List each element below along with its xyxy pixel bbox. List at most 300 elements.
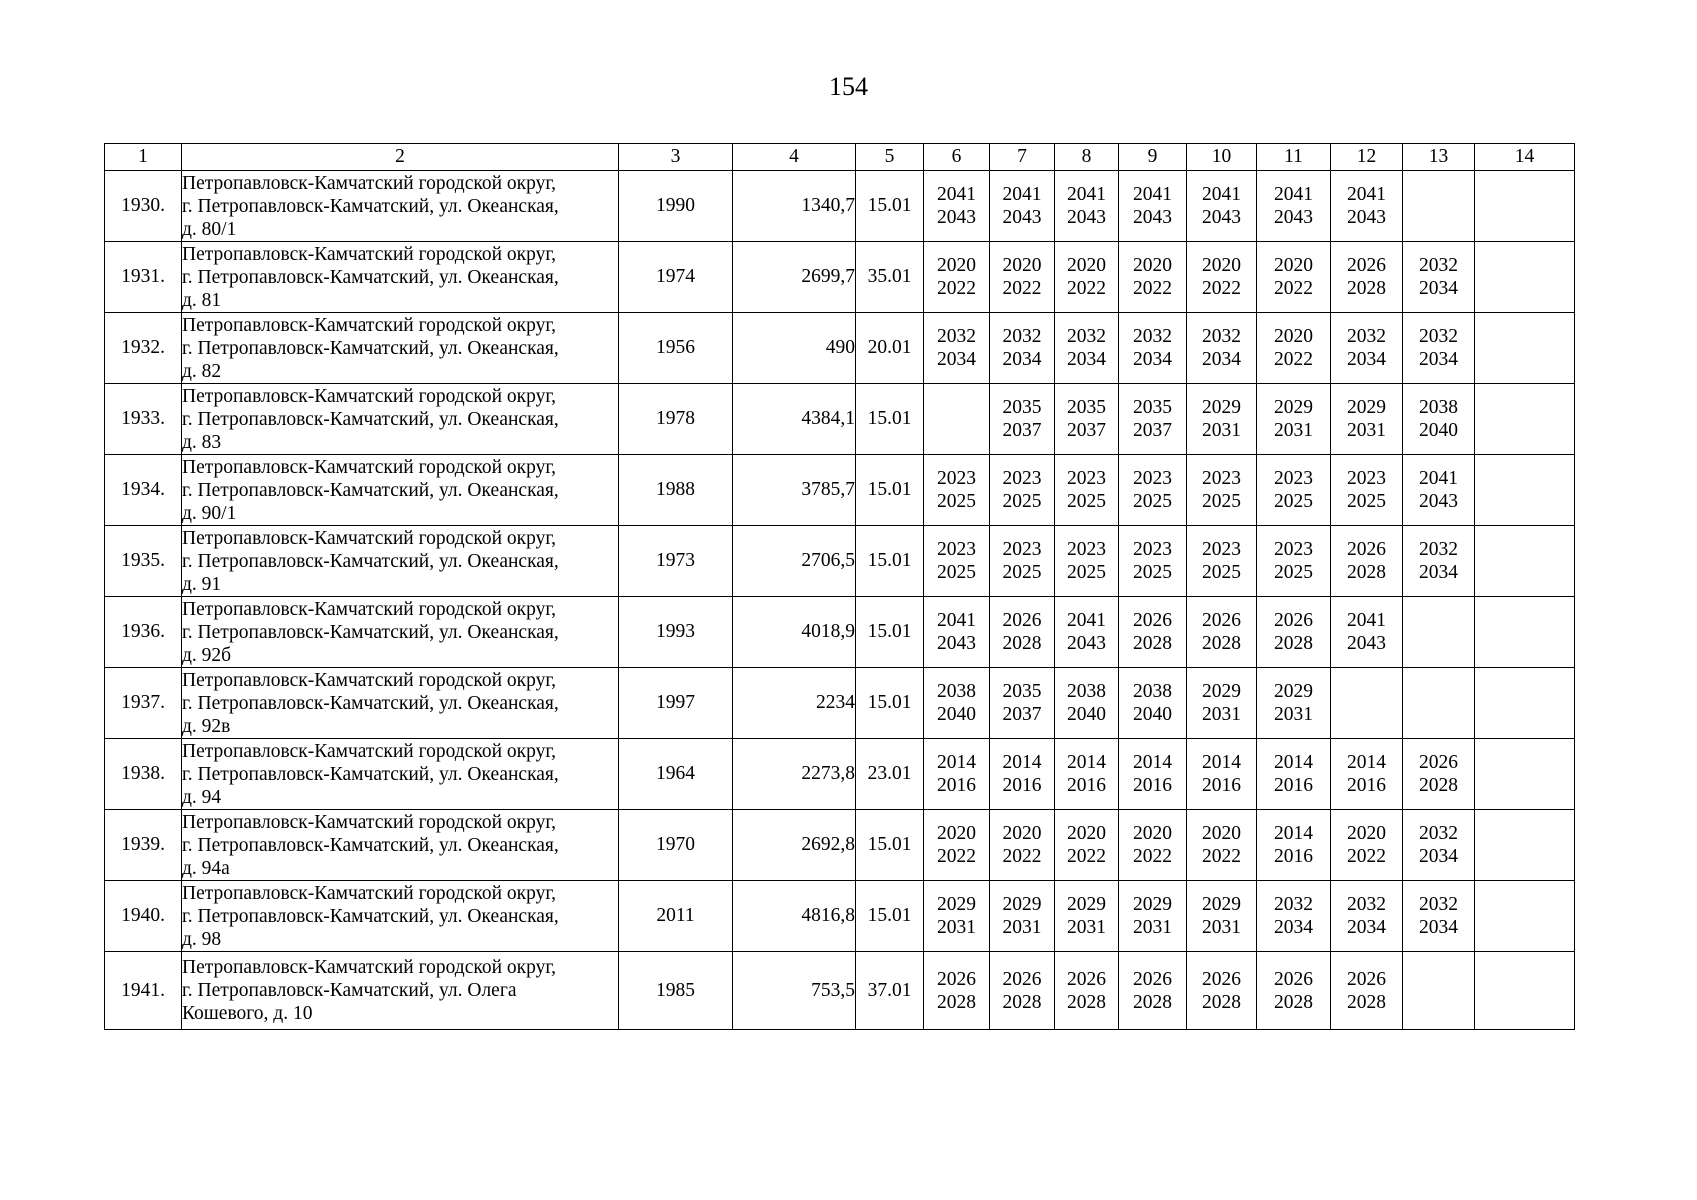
period-end: 2031 <box>1002 917 1042 938</box>
period-end: 2022 <box>1067 278 1106 299</box>
code-cell: 15.01 <box>856 455 924 526</box>
period-cell <box>1331 668 1403 739</box>
period-start: 2023 <box>937 468 976 489</box>
period-end: 2028 <box>1347 991 1386 1013</box>
period-cell <box>1187 242 1257 313</box>
period-cell <box>1119 810 1187 881</box>
period-end: 2034 <box>1419 278 1458 299</box>
column-header-9: 9 <box>1119 144 1187 171</box>
address-line: Петропавловск-Камчатский городской округ, <box>182 669 557 691</box>
period-start: 2020 <box>1274 326 1313 347</box>
period-start: 2041 <box>1067 184 1106 205</box>
period-cell <box>1055 668 1119 739</box>
row-number-cell: 1932. <box>105 313 182 384</box>
year-cell: 2011 <box>619 881 733 952</box>
period-cell <box>1475 171 1575 242</box>
area-cell: 3785,7 <box>733 455 856 526</box>
period-end: 2016 <box>1347 775 1386 796</box>
period-start: 2020 <box>1202 255 1241 276</box>
address-line: Петропавловск-Камчатский городской округ, <box>182 527 557 549</box>
period-cell <box>924 384 990 455</box>
period-cell <box>1257 455 1331 526</box>
period-end: 2022 <box>1347 846 1386 867</box>
period-end: 2034 <box>1002 349 1042 370</box>
address-line: Петропавловск-Камчатский городской округ, <box>182 957 557 978</box>
period-start: 2029 <box>1067 894 1106 915</box>
period-start: 2026 <box>1133 968 1172 990</box>
column-header-14: 14 <box>1475 144 1575 171</box>
period-end: 2043 <box>937 633 976 654</box>
period-start: 2032 <box>1347 894 1386 915</box>
period-cell <box>1331 313 1403 384</box>
table-row <box>105 668 1575 739</box>
address-line: д. 92в <box>182 715 231 737</box>
period-start: 2032 <box>1419 823 1458 844</box>
page-number: 154 <box>829 72 868 101</box>
period-end: 2040 <box>1419 420 1458 441</box>
period-end: 2016 <box>1274 775 1313 796</box>
period-end: 2031 <box>1347 420 1386 441</box>
period-end: 2028 <box>1067 991 1106 1013</box>
period-cell <box>1187 810 1257 881</box>
period-end: 2025 <box>1274 491 1313 512</box>
period-start: 2020 <box>1067 255 1106 276</box>
period-end: 2022 <box>1202 846 1241 867</box>
period-start: 2032 <box>1067 326 1106 347</box>
period-end: 2016 <box>1067 775 1106 796</box>
period-cell <box>990 526 1055 597</box>
period-cell <box>1055 739 1119 810</box>
period-end: 2043 <box>937 207 976 228</box>
period-end: 2043 <box>1419 491 1458 512</box>
period-cell <box>990 739 1055 810</box>
address-cell <box>182 597 619 668</box>
period-start: 2023 <box>1274 468 1313 489</box>
period-cell <box>1119 313 1187 384</box>
period-end: 2034 <box>1419 846 1458 867</box>
row-number-cell: 1935. <box>105 526 182 597</box>
period-start: 2014 <box>1133 752 1172 773</box>
address-line: г. Петропавловск-Камчатский, ул. Океанская, <box>182 692 559 714</box>
period-end: 2037 <box>1002 420 1042 441</box>
address-cell <box>182 668 619 739</box>
address-cell <box>182 810 619 881</box>
period-cell <box>1403 526 1475 597</box>
period-start: 2029 <box>1202 681 1241 702</box>
period-start: 2023 <box>1002 468 1042 489</box>
table-row <box>105 810 1575 881</box>
period-cell <box>1475 668 1575 739</box>
column-header-8: 8 <box>1055 144 1119 171</box>
period-end: 2031 <box>1067 917 1106 938</box>
period-start: 2026 <box>937 968 976 990</box>
address-line: д. 83 <box>182 431 222 453</box>
period-end: 2022 <box>1067 846 1106 867</box>
period-start: 2020 <box>1347 823 1386 844</box>
period-end: 2022 <box>1002 278 1042 299</box>
period-end: 2037 <box>1133 420 1172 441</box>
address-line: Петропавловск-Камчатский городской округ, <box>182 811 557 833</box>
period-cell <box>924 668 990 739</box>
address-line: Кошевого, д. 10 <box>182 1003 313 1024</box>
code-cell: 15.01 <box>856 881 924 952</box>
period-start: 2026 <box>1002 968 1042 990</box>
period-cell <box>990 810 1055 881</box>
period-end: 2040 <box>1067 704 1106 725</box>
period-start: 2026 <box>1274 968 1313 990</box>
period-start: 2023 <box>1202 468 1241 489</box>
code-cell: 15.01 <box>856 597 924 668</box>
period-start: 2023 <box>1202 539 1241 560</box>
period-start: 2020 <box>1002 823 1042 844</box>
period-end: 2043 <box>1002 207 1042 228</box>
address-line: д. 80/1 <box>182 218 237 240</box>
period-cell <box>924 597 990 668</box>
period-end: 2031 <box>1202 704 1241 725</box>
period-cell <box>1403 242 1475 313</box>
column-header-2: 2 <box>182 144 619 171</box>
period-end: 2025 <box>1067 562 1106 583</box>
code-cell: 15.01 <box>856 384 924 455</box>
row-number-cell: 1941. <box>105 952 182 1030</box>
period-cell <box>1475 881 1575 952</box>
period-end: 2040 <box>1133 704 1172 725</box>
period-cell <box>1119 952 1187 1030</box>
period-end: 2016 <box>1133 775 1172 796</box>
period-cell <box>1475 810 1575 881</box>
code-cell: 35.01 <box>856 242 924 313</box>
period-cell <box>1055 384 1119 455</box>
address-line: д. 82 <box>182 360 222 382</box>
period-start: 2041 <box>1419 468 1458 489</box>
period-start: 2041 <box>1202 184 1241 205</box>
period-cell <box>1055 810 1119 881</box>
period-cell <box>1187 881 1257 952</box>
period-cell <box>1257 810 1331 881</box>
address-line: г. Петропавловск-Камчатский, ул. Океанская, <box>182 550 559 572</box>
period-cell <box>1055 526 1119 597</box>
period-start: 2014 <box>1274 752 1313 773</box>
year-cell: 1974 <box>619 242 733 313</box>
period-cell <box>924 171 990 242</box>
header-row <box>105 144 1575 171</box>
column-header-1: 1 <box>105 144 182 171</box>
address-line: Петропавловск-Камчатский городской округ, <box>182 740 557 762</box>
column-header-4: 4 <box>733 144 856 171</box>
address-cell <box>182 739 619 810</box>
period-cell <box>924 739 990 810</box>
period-cell <box>1331 881 1403 952</box>
address-line: д. 94а <box>182 857 230 879</box>
period-end: 2025 <box>1274 562 1313 583</box>
table-header <box>105 144 1575 171</box>
period-end: 2028 <box>1274 633 1313 654</box>
address-line: д. 90/1 <box>182 502 237 524</box>
period-end: 2028 <box>1274 991 1313 1013</box>
period-end: 2028 <box>1347 562 1386 583</box>
period-start: 2035 <box>1002 397 1042 418</box>
period-cell <box>924 526 990 597</box>
period-cell <box>1257 526 1331 597</box>
address-line: г. Петропавловск-Камчатский, ул. Океанская, <box>182 408 559 430</box>
address-line: д. 91 <box>182 573 222 595</box>
period-start: 2026 <box>1133 610 1172 631</box>
period-start: 2014 <box>1347 752 1386 773</box>
period-end: 2034 <box>1274 917 1313 938</box>
column-header-12: 12 <box>1331 144 1403 171</box>
period-cell <box>1331 810 1403 881</box>
year-cell: 1956 <box>619 313 733 384</box>
area-cell: 2234 <box>733 668 856 739</box>
period-cell <box>1119 171 1187 242</box>
period-cell <box>1331 171 1403 242</box>
period-start: 2014 <box>1067 752 1106 773</box>
period-end: 2028 <box>1002 991 1042 1013</box>
period-cell <box>1119 455 1187 526</box>
period-start: 2032 <box>1202 326 1241 347</box>
period-end: 2022 <box>1133 278 1172 299</box>
column-header-13: 13 <box>1403 144 1475 171</box>
period-cell <box>1055 242 1119 313</box>
period-cell <box>1187 313 1257 384</box>
period-end: 2028 <box>1133 633 1172 654</box>
table-row <box>105 313 1575 384</box>
period-end: 2037 <box>1002 704 1042 725</box>
address-line: г. Петропавловск-Камчатский, ул. Океанская, <box>182 834 559 856</box>
period-cell <box>1403 455 1475 526</box>
period-start: 2020 <box>1202 823 1241 844</box>
period-cell <box>1187 668 1257 739</box>
period-start: 2026 <box>1002 610 1042 631</box>
period-end: 2043 <box>1274 207 1313 228</box>
year-cell: 1988 <box>619 455 733 526</box>
period-end: 2034 <box>1419 349 1458 370</box>
period-start: 2035 <box>1133 397 1172 418</box>
period-cell <box>1257 881 1331 952</box>
period-cell <box>1475 384 1575 455</box>
period-cell <box>1055 171 1119 242</box>
year-cell: 1978 <box>619 384 733 455</box>
period-cell <box>1403 384 1475 455</box>
period-start: 2032 <box>937 326 976 347</box>
period-cell <box>1119 881 1187 952</box>
period-end: 2028 <box>1002 633 1042 654</box>
period-end: 2043 <box>1347 633 1386 654</box>
period-cell <box>1055 881 1119 952</box>
period-start: 2014 <box>937 752 976 773</box>
code-cell: 37.01 <box>856 952 924 1030</box>
address-line: д. 81 <box>182 289 222 311</box>
period-end: 2025 <box>1133 491 1172 512</box>
period-start: 2023 <box>937 539 976 560</box>
period-cell <box>990 952 1055 1030</box>
period-cell <box>1119 526 1187 597</box>
period-cell <box>1403 668 1475 739</box>
area-cell: 490 <box>733 313 856 384</box>
period-cell <box>1403 313 1475 384</box>
period-end: 2043 <box>1067 207 1106 228</box>
period-end: 2034 <box>1202 349 1241 370</box>
table-row <box>105 242 1575 313</box>
period-end: 2031 <box>1202 917 1241 938</box>
period-end: 2031 <box>1274 704 1313 725</box>
period-cell <box>924 810 990 881</box>
period-cell <box>1187 171 1257 242</box>
period-start: 2035 <box>1067 397 1106 418</box>
address-cell <box>182 171 619 242</box>
address-cell <box>182 455 619 526</box>
period-cell <box>990 313 1055 384</box>
period-cell <box>1403 952 1475 1030</box>
area-cell: 753,5 <box>733 952 856 1030</box>
period-cell <box>1403 881 1475 952</box>
period-start: 2041 <box>937 610 976 631</box>
period-cell <box>1187 455 1257 526</box>
period-cell <box>1403 597 1475 668</box>
table-body <box>105 171 1575 1030</box>
year-cell: 1970 <box>619 810 733 881</box>
period-start: 2041 <box>1274 184 1313 205</box>
period-cell <box>1187 952 1257 1030</box>
period-start: 2029 <box>1347 397 1386 418</box>
period-end: 2022 <box>937 846 976 867</box>
period-end: 2025 <box>1067 491 1106 512</box>
period-cell <box>990 881 1055 952</box>
row-number-cell: 1931. <box>105 242 182 313</box>
period-start: 2020 <box>1133 255 1172 276</box>
address-line: д. 98 <box>182 928 222 950</box>
period-start: 2026 <box>1202 610 1241 631</box>
period-start: 2020 <box>937 255 976 276</box>
period-start: 2014 <box>1002 752 1042 773</box>
area-cell: 2273,8 <box>733 739 856 810</box>
period-start: 2041 <box>1002 184 1042 205</box>
period-end: 2034 <box>1133 349 1172 370</box>
period-cell <box>1475 313 1575 384</box>
register-table <box>104 143 1575 1030</box>
table-row <box>105 526 1575 597</box>
period-cell <box>1257 668 1331 739</box>
period-end: 2031 <box>1274 420 1313 441</box>
period-start: 2026 <box>1067 968 1106 990</box>
code-cell: 15.01 <box>856 668 924 739</box>
period-start: 2029 <box>1202 894 1241 915</box>
year-cell: 1985 <box>619 952 733 1030</box>
period-start: 2029 <box>937 894 976 915</box>
period-end: 2025 <box>1202 491 1241 512</box>
period-cell <box>1187 526 1257 597</box>
period-start: 2032 <box>1133 326 1172 347</box>
period-start: 2029 <box>1274 397 1313 418</box>
period-start: 2020 <box>1133 823 1172 844</box>
period-cell <box>990 597 1055 668</box>
address-line: г. Петропавловск-Камчатский, ул. Океанская, <box>182 763 559 785</box>
period-cell <box>1475 242 1575 313</box>
period-cell <box>990 455 1055 526</box>
address-cell <box>182 242 619 313</box>
period-start: 2029 <box>1274 681 1313 702</box>
period-cell <box>1055 455 1119 526</box>
column-header-3: 3 <box>619 144 733 171</box>
period-end: 2043 <box>1347 207 1386 228</box>
period-cell <box>990 171 1055 242</box>
area-cell: 4018,9 <box>733 597 856 668</box>
period-cell <box>924 455 990 526</box>
address-line: г. Петропавловск-Камчатский, ул. Океанская, <box>182 905 559 927</box>
period-start: 2023 <box>1133 468 1172 489</box>
period-cell <box>1257 242 1331 313</box>
period-cell <box>1257 313 1331 384</box>
address-line: г. Петропавловск-Камчатский, ул. Океанская, <box>182 266 559 288</box>
period-end: 2022 <box>937 278 976 299</box>
period-cell <box>1257 739 1331 810</box>
period-start: 2029 <box>1202 397 1241 418</box>
period-cell <box>1055 952 1119 1030</box>
period-end: 2034 <box>1067 349 1106 370</box>
period-start: 2035 <box>1002 681 1042 702</box>
period-cell <box>1055 313 1119 384</box>
period-start: 2026 <box>1347 539 1386 560</box>
row-number-cell: 1933. <box>105 384 182 455</box>
period-end: 2028 <box>1202 633 1241 654</box>
row-number-cell: 1940. <box>105 881 182 952</box>
period-start: 2014 <box>1202 752 1241 773</box>
address-line: Петропавловск-Камчатский городской округ, <box>182 882 557 904</box>
period-end: 2016 <box>1202 775 1241 796</box>
period-cell <box>1475 952 1575 1030</box>
period-start: 2020 <box>1274 255 1313 276</box>
period-start: 2029 <box>1002 894 1042 915</box>
address-line: г. Петропавловск-Камчатский, ул. Океанская, <box>182 195 559 217</box>
period-end: 2043 <box>1202 207 1241 228</box>
period-cell <box>1331 739 1403 810</box>
period-start: 2041 <box>1347 184 1386 205</box>
period-start: 2026 <box>1274 610 1313 631</box>
period-start: 2023 <box>1002 539 1042 560</box>
area-cell: 2692,8 <box>733 810 856 881</box>
period-start: 2032 <box>1419 539 1458 560</box>
period-cell <box>1475 597 1575 668</box>
column-header-7: 7 <box>990 144 1055 171</box>
period-start: 2041 <box>1133 184 1172 205</box>
period-end: 2022 <box>1274 278 1313 299</box>
address-line: Петропавловск-Камчатский городской округ, <box>182 385 557 407</box>
period-cell <box>1055 597 1119 668</box>
period-start: 2023 <box>1347 468 1386 489</box>
period-end: 2028 <box>1419 775 1458 796</box>
period-start: 2020 <box>1067 823 1106 844</box>
period-start: 2023 <box>1133 539 1172 560</box>
period-end: 2043 <box>1133 207 1172 228</box>
period-cell <box>1119 739 1187 810</box>
period-start: 2023 <box>1067 539 1106 560</box>
area-cell: 2706,5 <box>733 526 856 597</box>
period-cell <box>1331 384 1403 455</box>
period-start: 2041 <box>1067 610 1106 631</box>
address-cell <box>182 881 619 952</box>
row-number-cell: 1937. <box>105 668 182 739</box>
period-start: 2026 <box>1347 255 1386 276</box>
period-start: 2029 <box>1133 894 1172 915</box>
address-cell <box>182 313 619 384</box>
period-end: 2022 <box>1274 349 1313 370</box>
period-end: 2028 <box>1133 991 1172 1013</box>
row-number-cell: 1938. <box>105 739 182 810</box>
column-header-10: 10 <box>1187 144 1257 171</box>
table-row <box>105 881 1575 952</box>
period-end: 2031 <box>1133 917 1172 938</box>
table-row <box>105 171 1575 242</box>
